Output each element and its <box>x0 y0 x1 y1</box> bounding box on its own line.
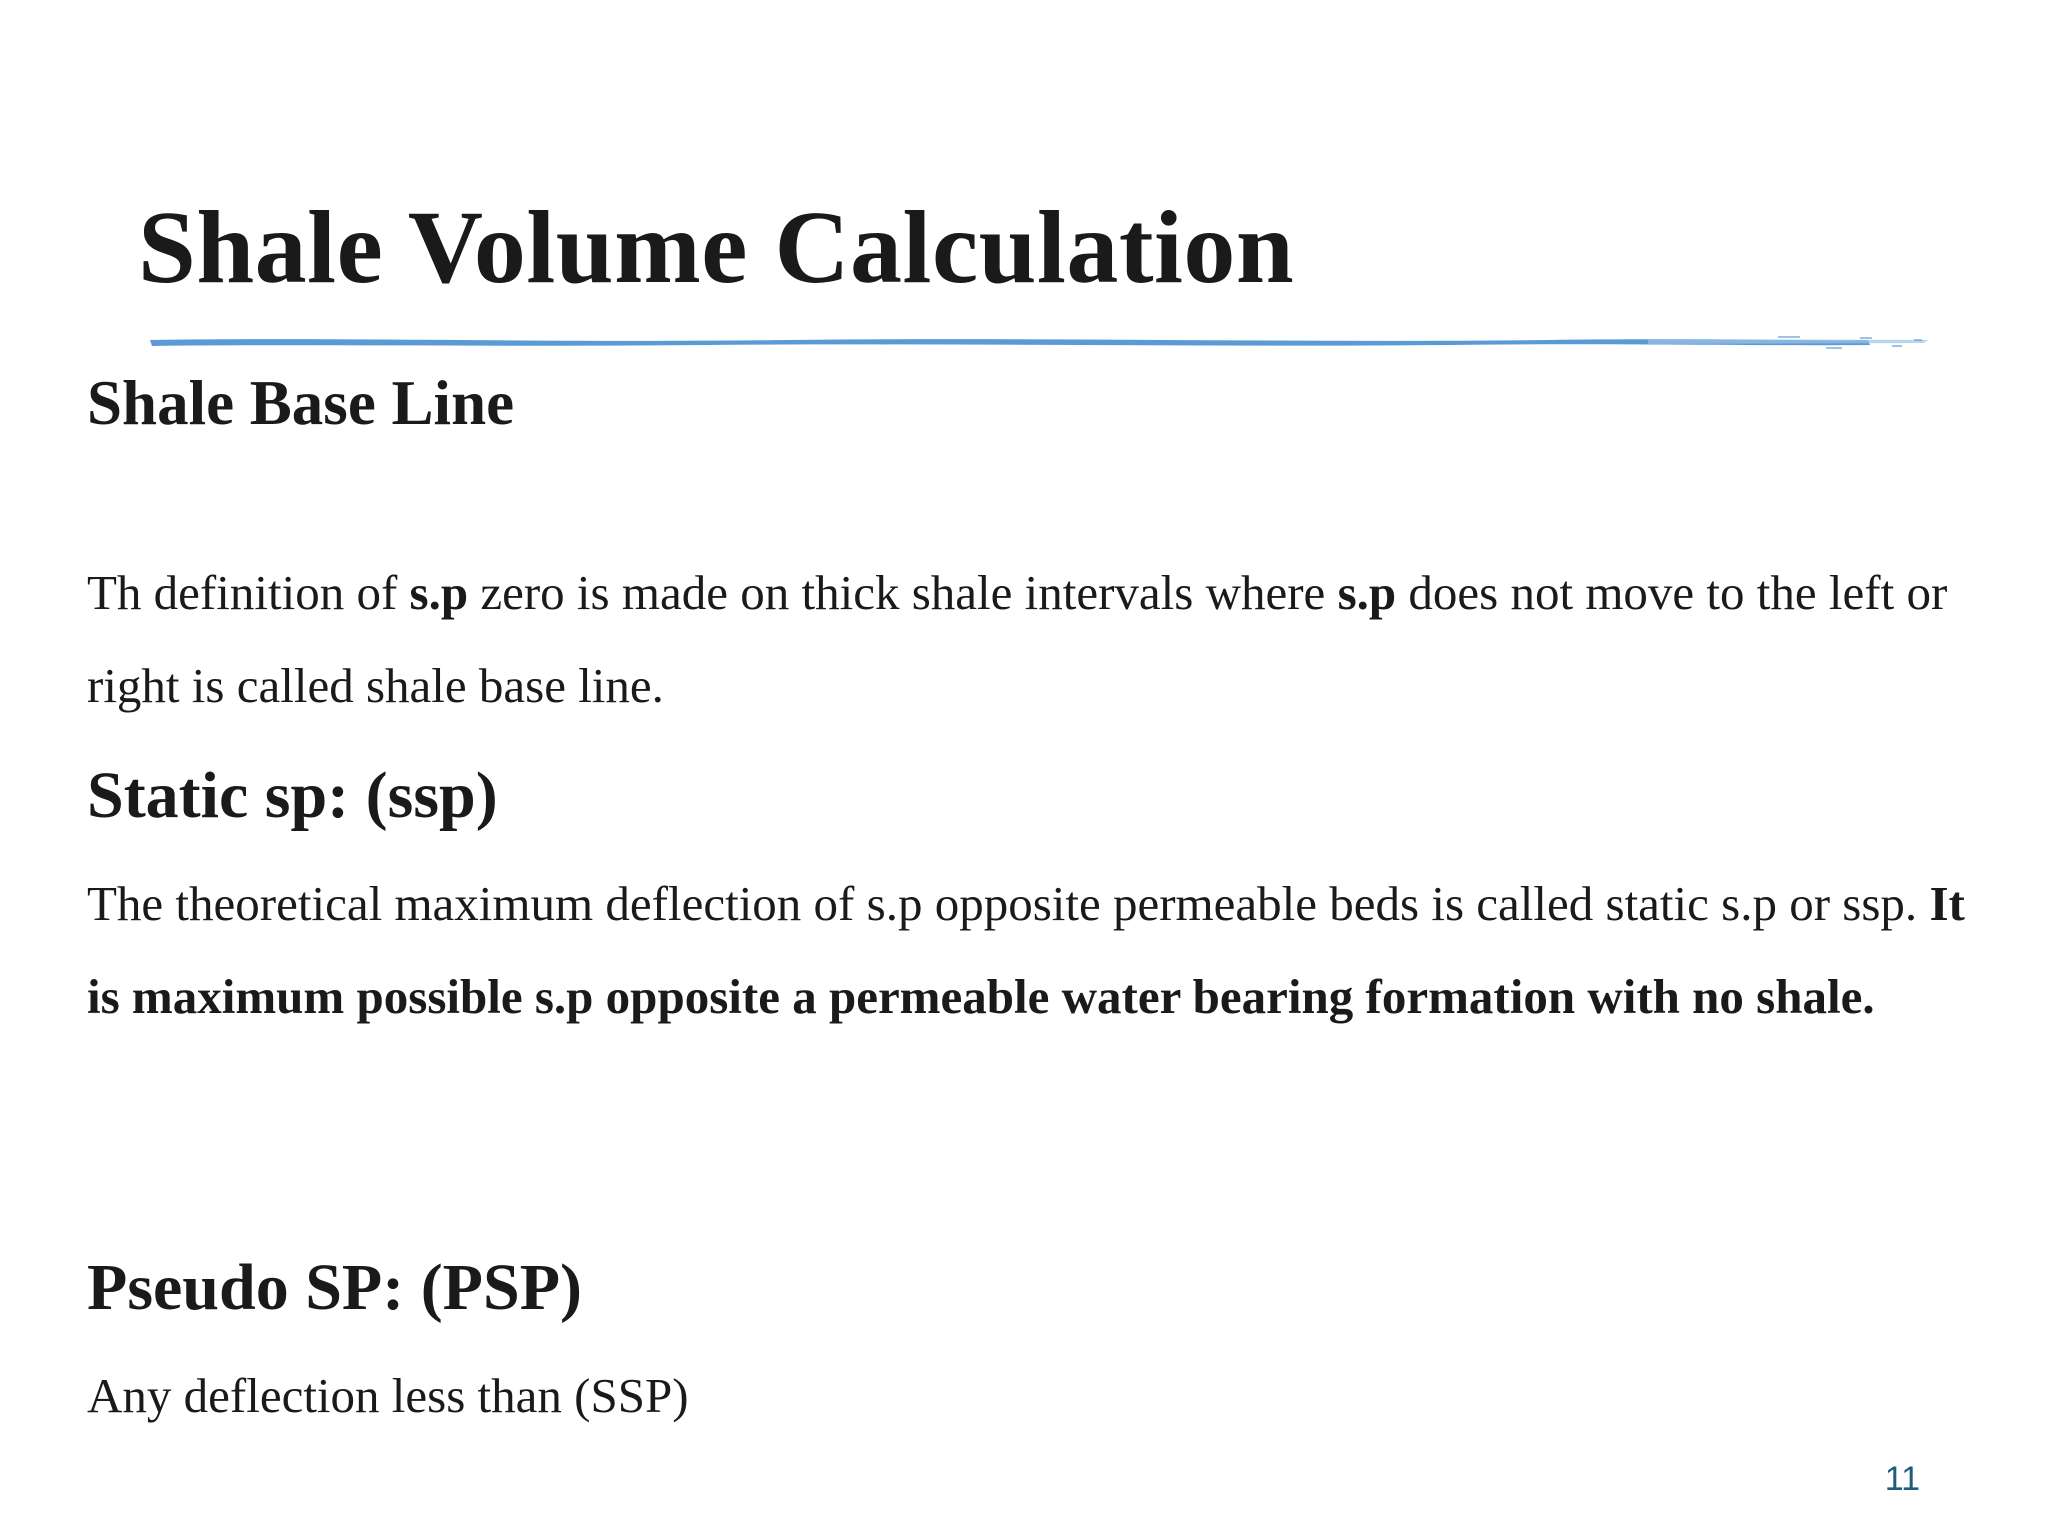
paragraph-pseudo-sp: Any deflection less than (SSP) <box>87 1368 689 1423</box>
heading-shale-base-line: Shale Base Line <box>87 368 515 438</box>
heading-pseudo-sp: Pseudo SP: (PSP) <box>87 1251 582 1324</box>
paragraph-shale-base-line <box>87 546 1967 732</box>
heading-static-sp: Static sp: (ssp) <box>87 759 498 832</box>
brush-stroke-main <box>150 339 1870 346</box>
paragraph-static-sp <box>87 857 1967 1043</box>
brush-stroke-fade <box>1648 339 1928 344</box>
bold-term-sp: s.p <box>409 565 469 620</box>
slide-title: Shale Volume Calculation <box>138 190 1295 305</box>
text-part: Th definition of <box>87 565 410 620</box>
slide-number: 11 <box>1884 1460 1920 1498</box>
bold-emphasis: It is maximum possible s.p opposite a permeable water bearing formation with no shale. <box>87 876 1965 1024</box>
text-part: zero is made on thick shale intervals where <box>468 565 1338 620</box>
bold-term-sp: s.p <box>1337 565 1397 620</box>
text-part: The theoretical maximum deflection of s.p opposite permeable beds is called static s.p or ssp. <box>87 876 1930 931</box>
text-part: does not move to the left or right is called shale base line. <box>87 565 1948 713</box>
title-brush-underline <box>148 328 1928 356</box>
